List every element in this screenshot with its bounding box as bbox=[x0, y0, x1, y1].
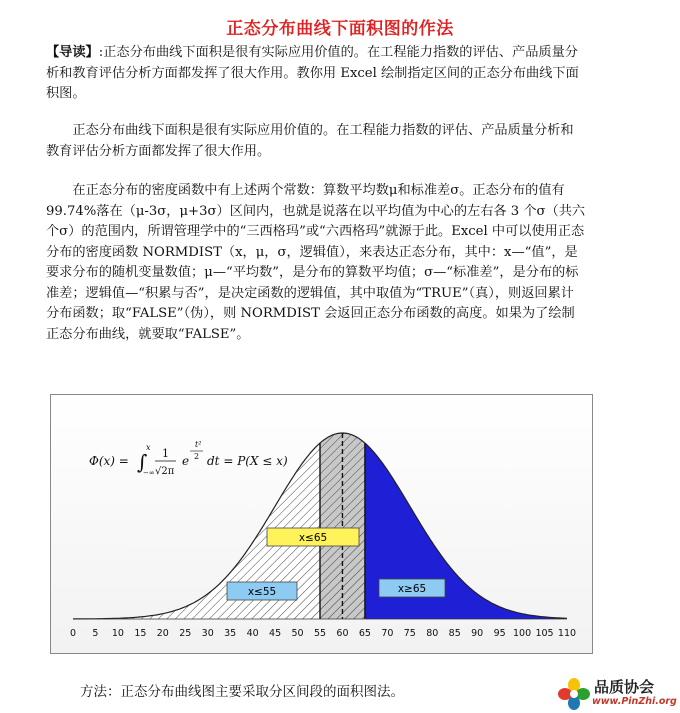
label-le55: x≤55 bbox=[247, 586, 277, 598]
intro-text: :正态分布曲线下面积是很有实际应用价值的。在工程能力指数的评估、产品质量分析和教育评估分析方面都发挥了很大作用。教你用 Excel 绘制指定区间的正态分布曲线下面积图。 bbox=[46, 45, 579, 101]
formula-rhs: dt = P(X ≤ x) bbox=[207, 454, 288, 468]
x-tick-label: 105 bbox=[535, 628, 554, 639]
x-tick-label: 75 bbox=[403, 628, 416, 639]
x-tick-label: 50 bbox=[291, 628, 304, 639]
x-tick-label: 65 bbox=[358, 628, 371, 639]
page-title: 正态分布曲线下面积图的作法 bbox=[226, 19, 454, 39]
x-tick-label: 35 bbox=[224, 628, 237, 639]
formula-num: 1 bbox=[162, 447, 169, 460]
logo-title: 品质协会 bbox=[594, 678, 655, 696]
label-ge65: x≥65 bbox=[397, 583, 427, 595]
label-le65: x≤65 bbox=[298, 532, 328, 544]
formula-lower: −∞ bbox=[143, 469, 155, 477]
formula-den: √2π bbox=[155, 466, 175, 477]
x-tick-label: 40 bbox=[246, 628, 259, 639]
x-tick-label: 90 bbox=[471, 628, 484, 639]
method-note: 方法：正态分布曲线图主要采取分区间段的面积图法。 bbox=[80, 684, 404, 700]
x-tick-label: 0 bbox=[69, 628, 77, 639]
formula-exp-den: 2 bbox=[194, 452, 200, 461]
chart-canvas bbox=[51, 395, 592, 653]
intro-paragraph bbox=[46, 43, 586, 105]
logo-url[interactable]: www.PinZhi.org bbox=[592, 696, 677, 707]
formula-exp-num: t² bbox=[195, 440, 202, 449]
flower-logo-icon bbox=[556, 676, 592, 712]
paragraph-one: 正态分布曲线下面积是很有实际应用价值的。在工程能力指数的评估、产品质量分析和教育评估分析方面都发挥了很大作用。 bbox=[46, 123, 574, 159]
x-tick-label: 5 bbox=[92, 628, 99, 639]
paragraph-two: 在正态分布的密度函数中有上述两个常数：算数平均数μ和标准差σ。正态分布的值有 99.74%落在（μ-3σ，μ+3σ）区间内，也就是说落在以平均值为中心的左右各 3 个σ（共六个σ）的范围内，所谓管理学中的“三西格玛”或“六西格玛”就源于此。Excel 中可以使用正态分布的密度函数 NORMDIST（x，μ，σ，逻辑值），来表达正态分布，其中：x—“值”，是要求分布的随机变量数值；μ—“平均数”，是分布的算数平均值；σ—“标准差”，是分布的标准差；逻辑值—“积累与否”，是决定函数的逻辑值，其中取值为“TRUE”（真），则返回累计分布函数；取“FALSE”（伪），则 NORMDIST 会返回正态分布函数的高度。如果为了绘制正态分布曲线，就要取“FALSE”。 bbox=[46, 183, 586, 342]
x-tick-label: 20 bbox=[156, 628, 169, 639]
x-tick-label: 25 bbox=[179, 628, 192, 639]
x-tick-label: 70 bbox=[381, 628, 394, 639]
formula-e: e bbox=[182, 454, 190, 468]
x-tick-label: 15 bbox=[134, 628, 147, 639]
x-tick-label: 55 bbox=[313, 628, 327, 639]
x-tick-label: 85 bbox=[448, 628, 461, 639]
x-tick-label: 30 bbox=[201, 628, 214, 639]
intro-tag: 【导读】 bbox=[46, 45, 99, 60]
formula-integral: ∫ bbox=[137, 450, 148, 474]
x-tick-label: 45 bbox=[269, 628, 282, 639]
x-tick-label: 100 bbox=[513, 628, 532, 639]
formula-lhs: Φ(x) = bbox=[89, 454, 129, 468]
x-tick-label: 60 bbox=[336, 628, 349, 639]
normal-distribution-chart bbox=[50, 394, 593, 654]
x-tick-label: 95 bbox=[493, 628, 506, 639]
formula-upper: x bbox=[146, 443, 151, 452]
x-tick-label: 10 bbox=[111, 628, 124, 639]
x-tick-label: 110 bbox=[557, 628, 577, 639]
x-tick-label: 80 bbox=[426, 628, 439, 639]
pinzhi-logo[interactable] bbox=[556, 676, 680, 712]
